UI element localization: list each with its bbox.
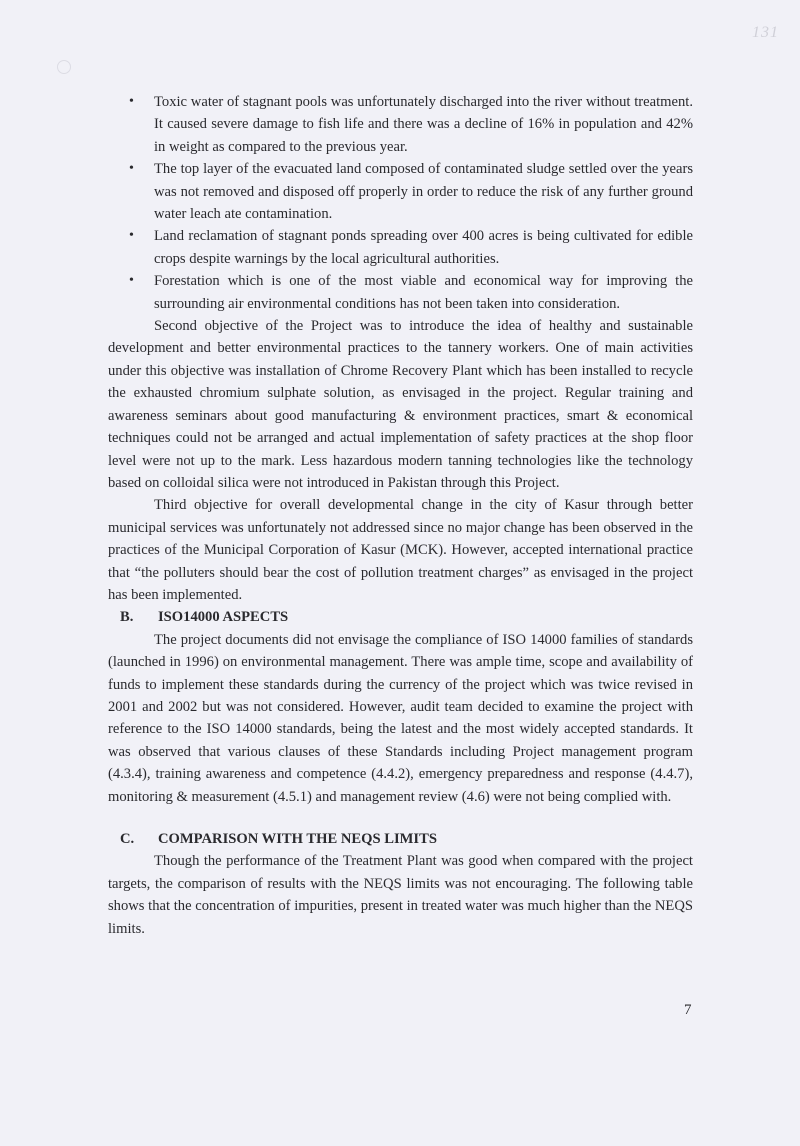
bullet-dot-icon: • bbox=[129, 273, 134, 289]
bullet-item bbox=[108, 225, 693, 270]
punch-hole-mark bbox=[57, 60, 71, 74]
bullet-item bbox=[108, 91, 693, 158]
section-heading-c bbox=[108, 828, 693, 850]
section-heading-b bbox=[108, 606, 693, 628]
bullet-item bbox=[108, 158, 693, 225]
section-title: COMPARISON WITH THE NEQS LIMITS bbox=[158, 831, 437, 847]
bullet-item bbox=[108, 270, 693, 315]
paragraph-iso14000: The project documents did not envisage the compliance of ISO 14000 families of standards (launched in 1996) on environmental management. There was ample time, scope and availability of funds to implement these standards during the currency of the project which was twice revised in 2001 and 2002 but was not considered. However, audit team decided to examine the project with reference to the ISO 14000 standards, being the latest and the most widely accepted standards. It was observed that various clauses of these Standards including Project management program (4.3.4), training awareness and competence (4.4.2), emergency preparedness and response (4.4.7), monitoring & measurement (4.5.1) and management review (4.6) were not being complied with. bbox=[108, 631, 693, 805]
paragraph-second-objective: Second objective of the Project was to introduce the idea of healthy and sustainable development and better environmental practices to the tannery workers. One of main activities under this objective was installation of Chrome Recovery Plant which has been installed to recycle the exhausted chromium sulphate solution, as envisaged in the project. Regular training and awareness seminars about good manufacturing & environment practices, smart & economical techniques could not be arranged and actual implementation of safety practices at the shop floor level were not up to the mark. Less hazardous modern tanning technologies like the technology based on colloidal silica were not introduced in Pakistan through this Project. bbox=[108, 318, 693, 491]
section-spacer bbox=[108, 808, 693, 828]
document-body bbox=[108, 91, 693, 940]
page-number: 7 bbox=[684, 1002, 692, 1018]
paragraph-neqs-comparison: Though the performance of the Treatment Plant was good when compared with the project targets, the comparison of results with the NEQS limits was not encouraging. The following table shows that the concentration of impurities, present in treated water was much higher than the NEQS limits. bbox=[108, 853, 693, 937]
bullet-dot-icon: • bbox=[129, 94, 134, 109]
paragraph-third-objective: Third objective for overall developmental change in the city of Kasur through better municipal services was unfortunately not addressed since no major change has been observed in the practices of the Municipal Corporation of Kasur (MCK). However, accepted international practice that “the polluters should bear the cost of pollution treatment charges” as envisaged in the project has been implemented. bbox=[108, 497, 693, 603]
section-title: ISO14000 ASPECTS bbox=[158, 609, 289, 626]
bullet-text: Forestation which is one of the most viable and economical way for improving the surrounding air environmental conditions has not been taken into consideration. bbox=[154, 273, 693, 312]
bullet-text: Toxic water of stagnant pools was unfortunately discharged into the river without treatment. It caused severe damage to fish life and there was a decline of 16% in population and 42% in weight as compared to the previous year. bbox=[154, 94, 693, 155]
bullet-list bbox=[108, 91, 693, 315]
bullet-text: Land reclamation of stagnant ponds spreading over 400 acres is being cultivated for edible crops despite warnings by the local agricultural authorities. bbox=[154, 228, 693, 267]
section-letter: C. bbox=[120, 831, 135, 847]
section-letter: B. bbox=[120, 609, 134, 626]
bullet-text: The top layer of the evacuated land composed of contaminated sludge settled over the years was not removed and disposed off properly in order to reduce the risk of any further ground water leach ate contamination. bbox=[154, 161, 693, 223]
bullet-dot-icon: • bbox=[129, 228, 134, 244]
bullet-dot-icon: • bbox=[129, 161, 134, 177]
corner-page-mark: 131 bbox=[752, 24, 779, 41]
